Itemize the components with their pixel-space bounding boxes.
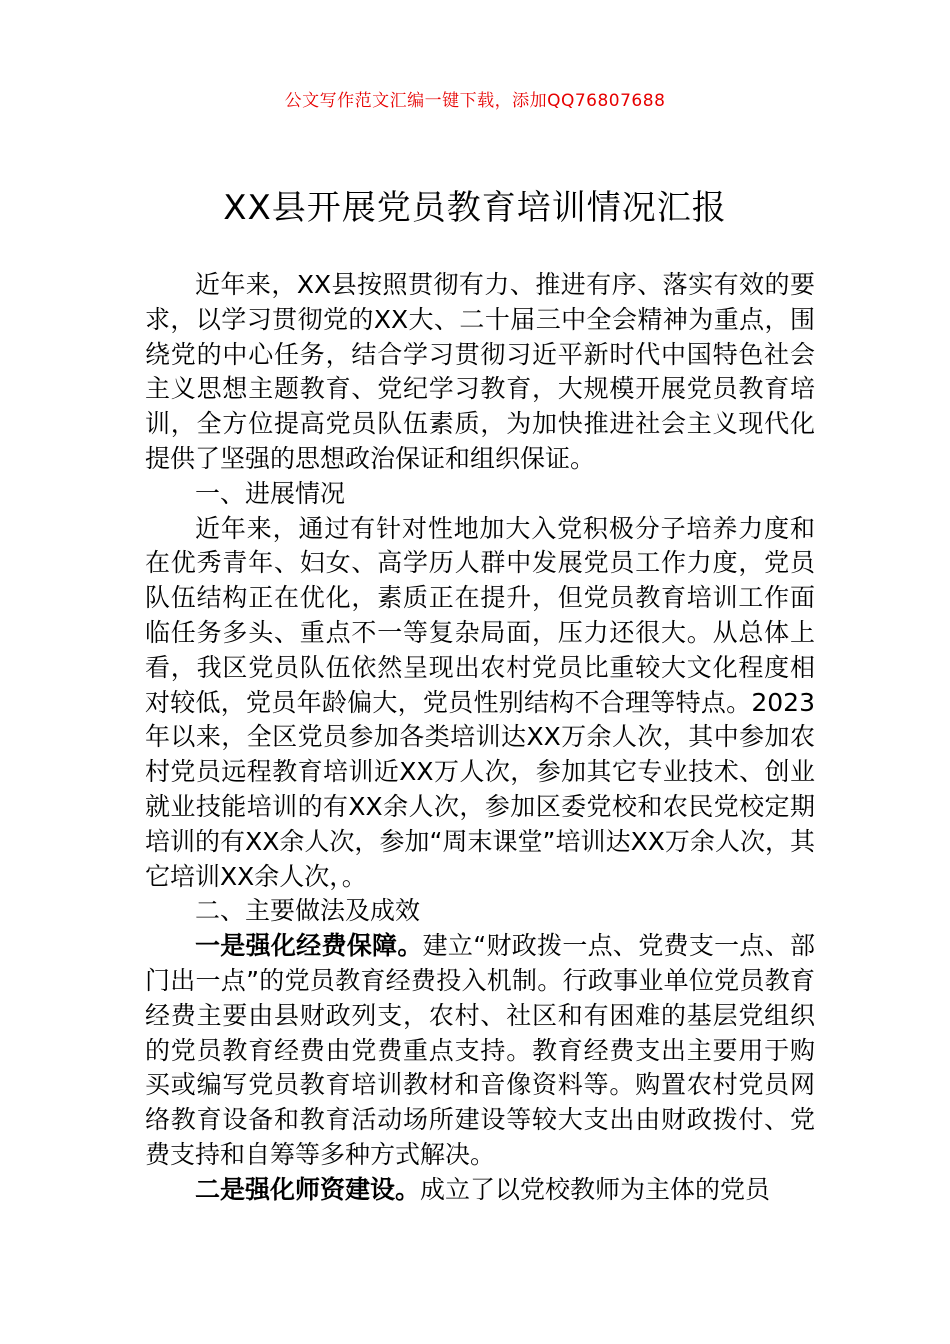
point-teachers-lead: 二是强化师资建设。 <box>195 1174 421 1204</box>
point-teachers-paragraph <box>145 1173 815 1208</box>
header-note: 公文写作范文汇编一键下载，添加QQ76807688 <box>284 91 666 111</box>
intro-paragraph: 近年来，XX县按照贯彻有力、推进有序、落实有效的要求，以学习贯彻党的XX大、二十届三中全会精神为重点，围绕党的中心任务，结合学习贯彻习近平新时代中国特色社会主义思想主题教育、党纪学习教育，大规模开展党员教育培训，全方位提高党员队伍素质，为加快推进社会主义现代化提供了坚强的思想政治保证和组织保证。 <box>145 270 815 473</box>
section-heading-progress: 一、进展情况 <box>195 478 346 508</box>
point-funding-paragraph <box>145 929 815 1173</box>
document-body <box>145 268 815 1208</box>
section-heading-practices: 二、主要做法及成效 <box>195 896 421 926</box>
progress-paragraph: 近年来，通过有针对性地加大入党积极分子培养力度和在优秀青年、妇女、高学历人群中发展党员工作力度，党员队伍结构正在优化，素质正在提升，但党员教育培训工作面临任务多头、重点不一等复杂局面，压力还很大。从总体上看，我区党员队伍依然呈现出农村党员比重较大文化程度相对较低，党员年龄偏大，党员性别结构不合理等特点。2023年以来，全区党员参加各类培训达XX万余人次，其中参加农村党员远程教育培训近XX万人次，参加其它专业技术、创业就业技能培训的有XX余人次，参加区委党校和农民党校定期培训的有XX余人次，参加“周末课堂”培训达XX万余人次，其它培训XX余人次，。 <box>145 513 815 891</box>
point-funding-body: 建立“财政拨一点、党费支一点、部门出一点”的党员教育经费投入机制。行政事业单位党员教育经费主要由县财政列支，农村、社区和有困难的基层党组织的党员教育经费由党费重点支持。教育经费支出主要用于购买或编写党员教育培训教材和音像资料等。购置农村党员网络教育设备和教育活动场所建设等较大支出由财政拨付、党费支持和自筹等多种方式解决。 <box>145 931 815 1169</box>
document-title: XX县开展党员教育培训情况汇报 <box>223 188 727 228</box>
point-funding-lead: 一是强化经费保障。 <box>195 931 423 961</box>
point-teachers-body: 成立了以党校教师为主体的党员 <box>420 1174 771 1204</box>
